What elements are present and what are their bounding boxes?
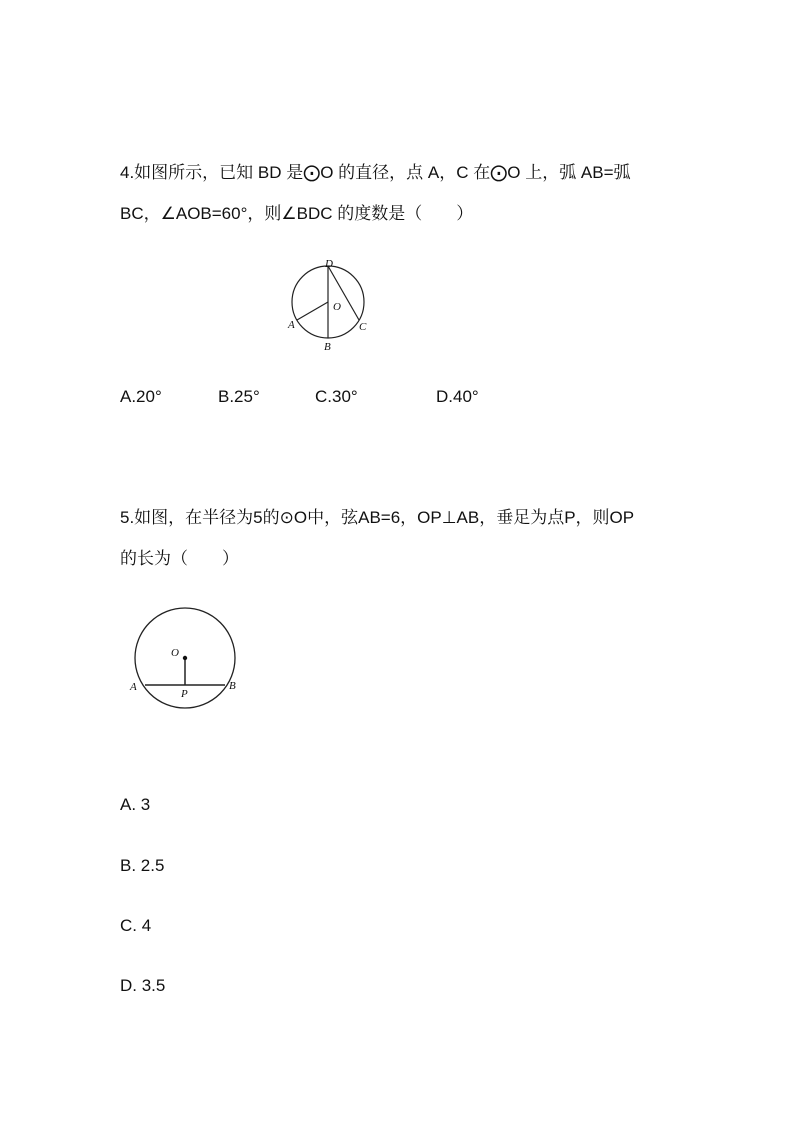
- option-5c[interactable]: C. 4: [120, 916, 152, 935]
- center-dot: [183, 656, 187, 660]
- option-4b[interactable]: B.25°: [218, 387, 260, 406]
- option-5a[interactable]: A. 3: [120, 795, 151, 814]
- label-o: O: [333, 301, 341, 313]
- label-b: B: [229, 680, 236, 692]
- question-4-line-1: 4.如图所示，已知 BD 是⨀O 的直径，点 A，C 在⨀O 上，弧 AB=弧: [120, 163, 631, 182]
- question-5-line-1: 5.如图，在半径为5的⊙O中，弦AB=6，OP⊥AB，垂足为点P，则OP: [120, 508, 635, 527]
- label-d: D: [325, 258, 333, 270]
- label-a: A: [130, 681, 137, 693]
- label-o: O: [171, 647, 179, 659]
- option-5d[interactable]: D. 3.5: [120, 976, 166, 995]
- radius-oa: [297, 302, 328, 320]
- label-p: P: [181, 688, 188, 700]
- option-4c[interactable]: C.30°: [315, 387, 358, 406]
- question-4-circle-figure: [280, 255, 380, 355]
- label-b: B: [324, 341, 331, 353]
- label-c: C: [359, 321, 367, 333]
- label-a: A: [288, 319, 295, 331]
- question-5-line-2: 的长为（ ）: [120, 549, 239, 568]
- question-5-circle-figure: [125, 600, 250, 715]
- option-4d[interactable]: D.40°: [436, 387, 479, 406]
- option-4a[interactable]: A.20°: [120, 387, 162, 406]
- question-4-line-2: BC，∠AOB=60°，则∠BDC 的度数是（ ）: [120, 204, 474, 223]
- option-5b[interactable]: B. 2.5: [120, 856, 165, 875]
